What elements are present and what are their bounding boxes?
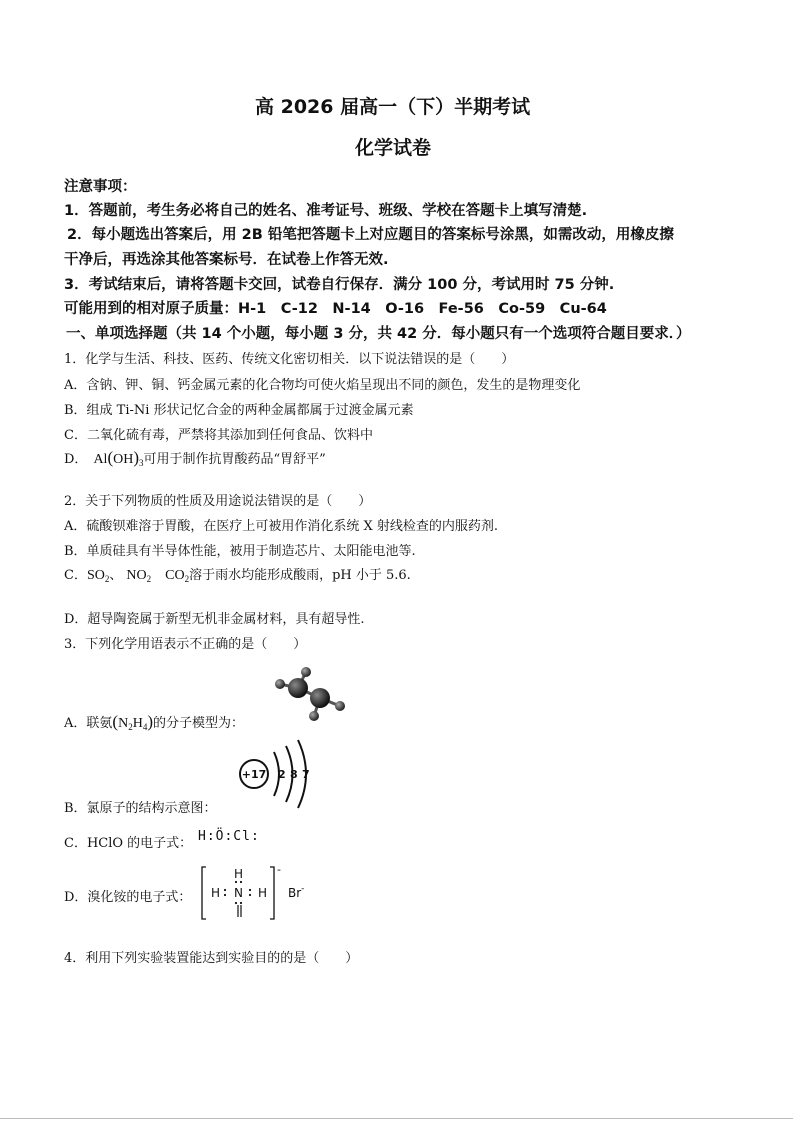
sulfur-dioxide-formula: $SO_2$ bbox=[86, 568, 110, 584]
notes-heading: 注意事项： bbox=[64, 179, 137, 195]
nucleus-charge: +17 bbox=[241, 768, 267, 781]
hydrogen-right: H bbox=[258, 886, 268, 900]
question-2-option-c bbox=[64, 564, 411, 584]
question-1-option-a: A．含钠、钾、铜、钙金属元素的化合物均可使火焰呈现出不同的颜色，发生的是物理变化 bbox=[64, 378, 581, 393]
hydrazine-formula: $(N_2H_4)$ bbox=[112, 712, 153, 732]
question-2-option-a: A．硫酸钡难溶于胃酸，在医疗上可被用作消化系统 X 射线检查的内服药剂. bbox=[64, 519, 499, 534]
option-c-text: 溶于雨水均能形成酸雨，pH 小于 5.6. bbox=[189, 568, 411, 583]
exam-subtitle: 化学试卷 bbox=[355, 137, 432, 159]
chlorine-atom-diagram bbox=[236, 738, 316, 810]
question-3-option-d: D．溴化铵的电子式： bbox=[64, 890, 192, 905]
question-1-option-d bbox=[64, 448, 326, 468]
notes-item-2-line2: 干净后，再选涂其他答案标号．在试卷上作答无效. bbox=[64, 252, 389, 268]
question-2-option-b: B．单质硅具有半导体性能，被用于制造芯片、太阳能电池等. bbox=[64, 544, 416, 559]
shell-3-electrons: 7 bbox=[302, 768, 310, 781]
bracket-charge: - bbox=[277, 863, 281, 876]
nitrogen-center: N bbox=[234, 886, 243, 900]
question-4-stem: 4．利用下列实验装置能达到实验目的的是（ ） bbox=[64, 951, 359, 966]
question-3-option-b: B．氯原子的结构示意图： bbox=[64, 801, 217, 816]
hydrogen-top: H bbox=[234, 867, 244, 881]
question-3-option-c: C．HClO 的电子式： bbox=[64, 836, 193, 851]
question-1-option-b: B．组成 Ti-Ni 形状记忆合金的两种金属都属于过渡金属元素 bbox=[64, 403, 414, 418]
notes-item-3: 3．考试结束后，请将答题卡交回，试卷自行保存．满分 100 分，考试用时 75 分钟. bbox=[64, 277, 615, 293]
exam-title: 高 2026 届高一（下）半期考试 bbox=[255, 96, 531, 118]
shell-2-electrons: 8 bbox=[290, 768, 298, 781]
nitrogen-dioxide-formula: $NO_2$ bbox=[126, 568, 152, 584]
shell-1-electrons: 2 bbox=[278, 768, 286, 781]
aluminium-hydroxide-formula: $Al(OH)_3$ bbox=[93, 448, 144, 468]
atomic-masses: 可能用到的相对原子质量：H-1 C-12 N-14 O-16 Fe-56 Co-59 Cu-64 bbox=[64, 301, 607, 317]
question-3-stem: 3．下列化学用语表示不正确的是（ ） bbox=[64, 637, 307, 652]
page-bottom-rule bbox=[0, 1118, 793, 1119]
question-3-option-a: A．联氨$(N_2H_4)$的分子模型为： bbox=[64, 712, 244, 732]
question-2-stem: 2．关于下列物质的性质及用途说法错误的是（ ） bbox=[64, 494, 372, 509]
separator: 、 bbox=[109, 568, 123, 583]
ammonium-bromide-electron-formula bbox=[198, 863, 328, 923]
option-c-label: C． bbox=[64, 568, 87, 583]
carbon-dioxide-formula: $CO_2$ bbox=[165, 568, 190, 584]
option-d-label: D． bbox=[64, 452, 88, 467]
hclo-electron-formula: H:Ö:Cl: bbox=[198, 829, 260, 844]
notes-item-2-line1: 2．每小题选出答案后，用 2B 铅笔把答题卡上对应题目的答案标号涂黑，如需改动，用橡皮擦 bbox=[67, 227, 674, 243]
hydrazine-molecule-model bbox=[268, 662, 348, 722]
option-d-text: 可用于制作抗胃酸药品“胃舒平” bbox=[143, 452, 326, 467]
hydrogen-left: H bbox=[211, 886, 221, 900]
question-2-option-d: D．超导陶瓷属于新型无机非金属材料，具有超导性. bbox=[64, 612, 365, 627]
question-1-stem: 1．化学与生活、科技、医药、传统文化密切相关．以下说法错误的是（ ） bbox=[64, 352, 515, 367]
question-1-option-c: C．二氧化硫有毒，严禁将其添加到任何食品、饮料中 bbox=[64, 428, 373, 443]
notes-item-1: 1．答题前，考生务必将自己的姓名、准考证号、班级、学校在答题卡上填写清楚. bbox=[64, 203, 588, 219]
section-heading: 一、单项选择题（共 14 个小题，每小题 3 分，共 42 分．每小题只有一个选项符合题目要求．） bbox=[66, 326, 691, 342]
bromide-ion: Br- bbox=[288, 884, 305, 900]
bonds bbox=[280, 672, 340, 716]
